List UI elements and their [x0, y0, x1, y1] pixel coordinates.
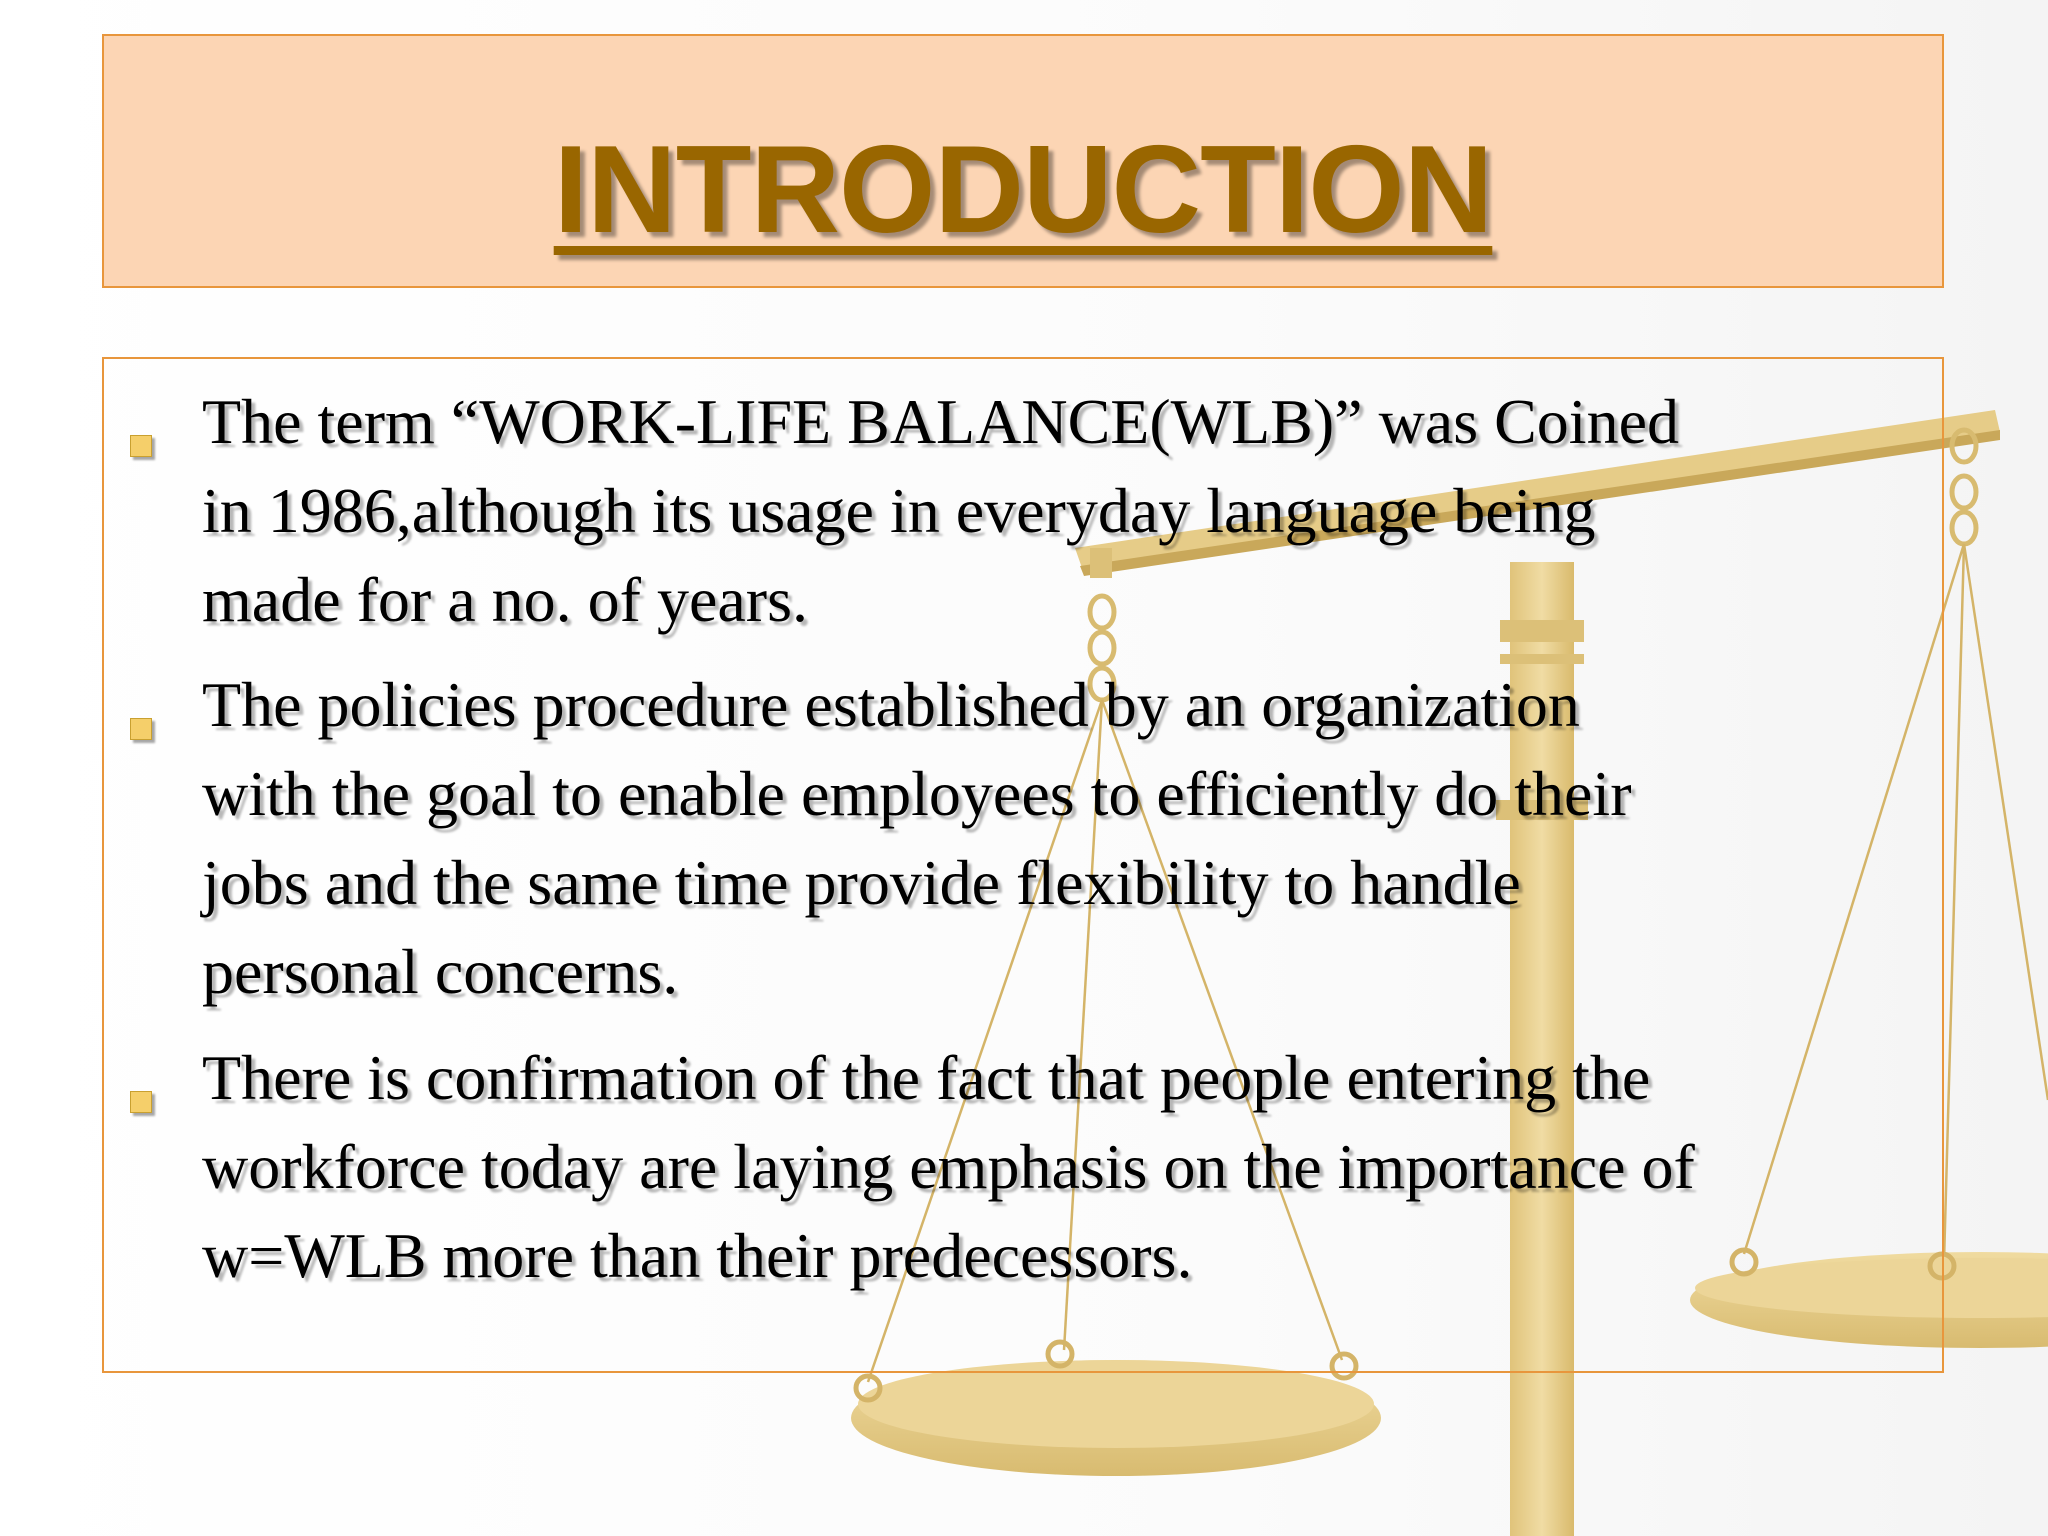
bullet-text: There is confirmation of the fact that people entering the workforce today are laying emphasis on the importance of w=WLB more than their predecessors.: [202, 1042, 1695, 1291]
bullet-text: The policies procedure established by an organization with the goal to enable employees to efficiently do their jobs and the same time provide flexibility to handle personal concerns.: [202, 669, 1632, 1007]
bullet-square-icon: [130, 435, 152, 457]
bullet-text: The term “WORK-LIFE BALANCE(WLB)” was Coined in 1986,although its usage in everyday language being made for a no. of years.: [202, 386, 1679, 635]
content-box: [102, 357, 1944, 1373]
bullet-square-icon: [130, 1091, 152, 1113]
slide-title: INTRODUCTION: [553, 121, 1493, 259]
title-box: [102, 34, 1944, 288]
right-hanger: [1952, 430, 1976, 544]
bullet-square-icon: [130, 718, 152, 740]
